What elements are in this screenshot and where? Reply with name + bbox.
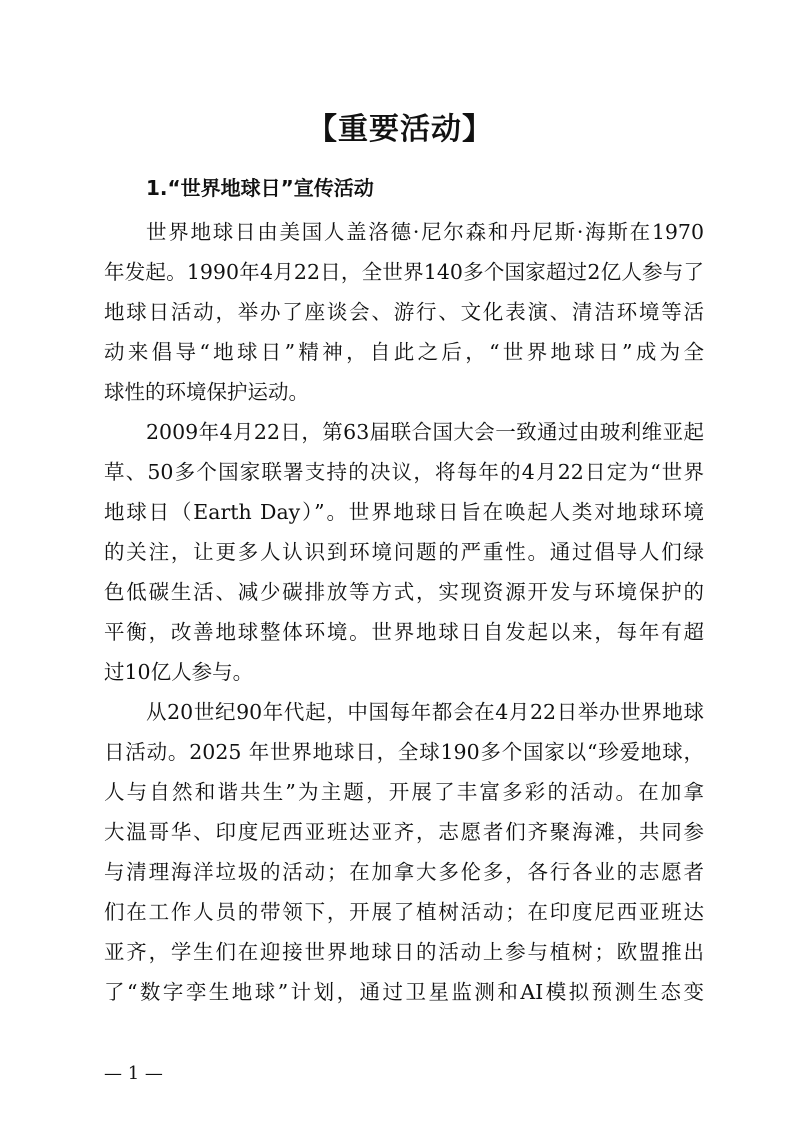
paragraph-line: 们在工作人员的带领下，开展了植树活动；在印度尼西亚班达 [104, 900, 704, 924]
paragraph-line: 世界地球日由美国人盖洛德·尼尔森和丹尼斯·海斯在1970 [146, 220, 704, 244]
paragraph-line: 日活动。2025 年世界地球日，全球190多个国家以“珍爱地球， [104, 740, 704, 764]
paragraph-line: 与清理海洋垃圾的活动；在加拿大多伦多，各行各业的志愿者 [104, 860, 704, 884]
paragraph-line: 平衡，改善地球整体环境。世界地球日自发起以来，每年有超 [104, 620, 704, 644]
paragraph-line: 2009年4月22日，第63届联合国大会一致通过由玻利维亚起 [146, 420, 704, 444]
document-body [104, 212, 704, 1012]
paragraph-line: 球性的环境保护运动。 [104, 380, 309, 404]
paragraph-line: 了“数字孪生地球”计划，通过卫星监测和AI模拟预测生态变 [104, 980, 704, 1004]
paragraph-line: 动来倡导“地球日”精神，自此之后，“世界地球日”成为全 [104, 340, 704, 364]
paragraph-line: 从20世纪90年代起，中国每年都会在4月22日举办世界地球 [146, 700, 704, 724]
section-heading: 1.“世界地球日”宣传活动 [146, 176, 374, 200]
paragraph-line: 色低碳生活、减少碳排放等方式，实现资源开发与环境保护的 [104, 580, 704, 604]
paragraph-line: 大温哥华、印度尼西亚班达亚齐，志愿者们齐聚海滩，共同参 [104, 820, 704, 844]
paragraph-line: 人与自然和谐共生”为主题，开展了丰富多彩的活动。在加拿 [104, 780, 704, 804]
paragraph-line: 地球日活动，举办了座谈会、游行、文化表演、清洁环境等活 [104, 300, 704, 324]
page-number: — 1 — [104, 1063, 163, 1084]
paragraph-line: 草、50多个国家联署支持的决议，将每年的4月22日定为“世界 [104, 460, 704, 484]
paragraph-line: 过10亿人参与。 [104, 660, 254, 684]
paragraph-line: 亚齐，学生们在迎接世界地球日的活动上参与植树；欧盟推出 [104, 940, 704, 964]
page-title: 【重要活动】 [307, 112, 493, 147]
paragraph-line: 地球日（Earth Day）”。世界地球日旨在唤起人类对地球环境 [104, 500, 704, 524]
paragraph-line: 年发起。1990年4月22日，全世界140多个国家超过2亿人参与了 [104, 260, 704, 284]
paragraph-line: 的关注，让更多人认识到环境问题的严重性。通过倡导人们绿 [104, 540, 704, 564]
